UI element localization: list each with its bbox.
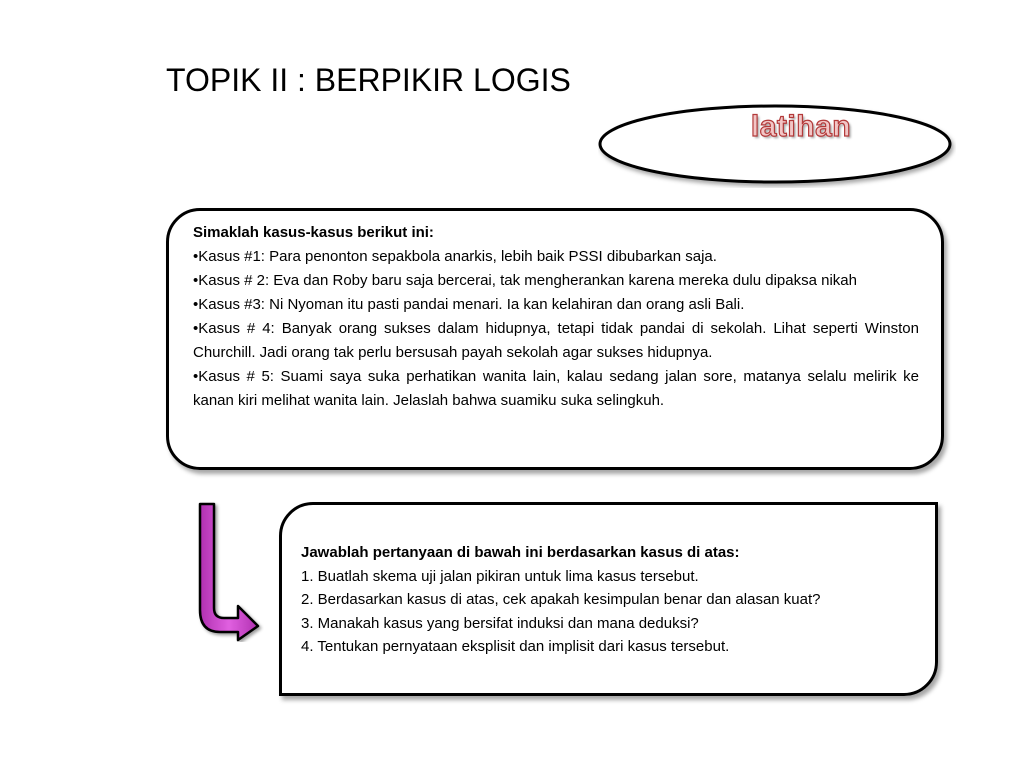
down-right-arrow-icon [194, 500, 264, 642]
question-item-1: 1. Buatlah skema uji jalan pikiran untuk lima kasus tersebut. [301, 567, 699, 585]
case-item-3: •Kasus #3: Ni Nyoman itu pasti pandai menari. Ia kan kelahiran dan orang asli Bali. [193, 296, 745, 313]
question-item-4: 4. Tentukan pernyataan eksplisit dan implisit dari kasus tersebut. [301, 638, 730, 655]
case-list-box [166, 208, 944, 470]
case-list-heading: Simaklah kasus-kasus berikut ini: [193, 224, 434, 241]
case-item-4: •Kasus # 4: Banyak orang sukses dalam hidupnya, tetapi tidak pandai di sekolah. Lihat seperti Winston Churchill. Jadi orang tak perlu bersusah payah sekolah agar sukses hidupnya. [193, 320, 919, 361]
latihan-badge [598, 104, 956, 188]
slide-title: TOPIK II : BERPIKIR LOGIS [166, 62, 571, 98]
question-list-box [279, 502, 938, 696]
question-item-3: 3. Manakah kasus yang bersifat induksi dan mana deduksi? [301, 614, 699, 632]
case-item-2: •Kasus # 2: Eva dan Roby baru saja bercerai, tak mengherankan karena mereka dulu dipaksa nikah [193, 272, 857, 289]
case-item-1: •Kasus #1: Para penonton sepakbola anarkis, lebih baik PSSI dibubarkan saja. [193, 248, 717, 265]
question-list-heading: Jawablah pertanyaan di bawah ini berdasarkan kasus di atas: [301, 544, 740, 561]
badge-label: latihan [750, 110, 852, 143]
question-item-2: 2. Berdasarkan kasus di atas, cek apakah kesimpulan benar dan alasan kuat? [301, 591, 821, 608]
case-item-5: •Kasus # 5: Suami saya suka perhatikan wanita lain, kalau sedang jalan sore, matanya selalu melirik ke kanan kiri melihat wanita lain. Jelaslah bahwa suamiku suka selingkuh. [193, 368, 919, 409]
